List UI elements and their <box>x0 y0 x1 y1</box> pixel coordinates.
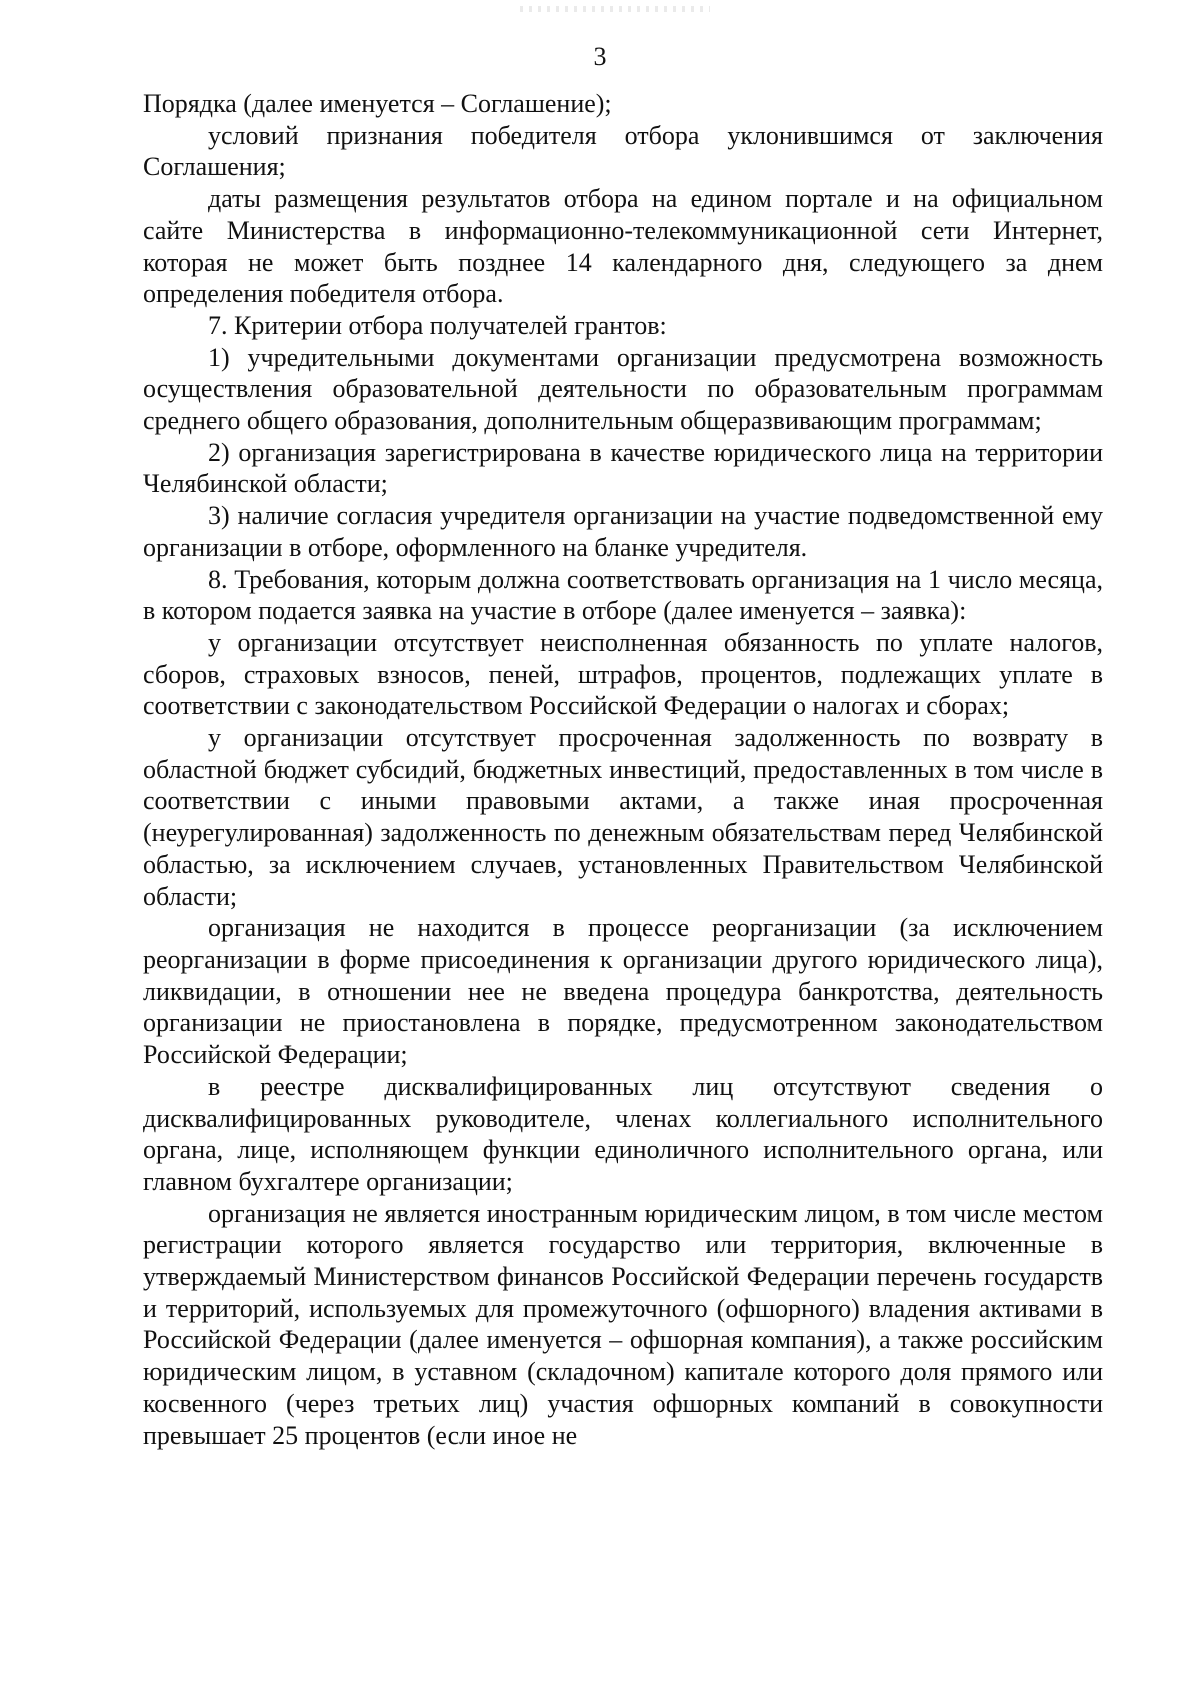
section-heading: 7. Критерии отбора получателей грантов: <box>208 310 667 340</box>
page-number: 3 <box>593 42 607 71</box>
paragraph: у организации отсутствует неисполненная обязанность по уплате налогов, сборов, страховых взносов, пеней, штрафов, процентов, подлежащих уплате в соответствии с законодательством Российской Федерации о налогах и сборах; <box>143 627 1103 721</box>
paragraph: организация не является иностранным юридическим лицом, в том числе местом регистрации которого является государство или территория, включенные в утверждаемый Министерством финансов Российской Федерации перечень государств и территорий, используемых для промежуточного (офшорного) владения активами в Российской Федерации (далее именуется – офшорная компания), а также российским юридическим лицом, в уставном (складочном) капитале которого доля прямого или косвенного (через третьих лиц) участия офшорных компаний в совокупности превышает 25 процентов (если иное не <box>143 1198 1103 1450</box>
paragraph: даты размещения результатов отбора на едином портале и на официальном сайте Министерства в информационно-телекоммуникационной сети Интернет, которая не может быть позднее 14 календарного дня, следующего за днем определения победителя отбора. <box>143 184 1103 309</box>
section-heading: 8. Требования, которым должна соответствовать организация на 1 число месяца, в котором подается заявка на участие в отборе (далее именуется – заявка): <box>143 564 1103 626</box>
list-item: 1) учредительными документами организации предусмотрена возможность осуществления образовательной деятельности по образовательным программам среднего общего образования, дополнительным общеразвивающим программам; <box>143 342 1103 436</box>
paragraph: Порядка (далее именуется – Соглашение); <box>143 89 612 118</box>
scan-artifact <box>520 6 710 12</box>
list-item: 3) наличие согласия учредителя организации на участие подведомственной ему организации в отборе, оформленного на бланке учредителя. <box>143 501 1103 562</box>
paragraph: организация не находится в процессе реорганизации (за исключением реорганизации в форме присоединения к организации другого юридического лица), ликвидации, в отношении нее не введена процедура банкротства, деятельность организации не приостановлена в порядке, предусмотренном законодательством Российской Федерации; <box>143 913 1103 1070</box>
document-body <box>143 88 1103 1451</box>
list-item: 2) организация зарегистрирована в качестве юридического лица на территории Челябинской области; <box>143 437 1103 499</box>
paragraph: в реестре дисквалифицированных лиц отсутствуют сведения о дисквалифицированных руководителе, членах коллегиального исполнительного органа, лице, исполняющем функции единоличного исполнительного органа, или главном бухгалтере организации; <box>143 1071 1103 1196</box>
paragraph: условий признания победителя отбора уклонившимся от заключения Соглашения; <box>143 120 1103 182</box>
paragraph: у организации отсутствует просроченная задолженность по возврату в областной бюджет субсидий, бюджетных инвестиций, предоставленных в том числе в соответствии с иными правовыми актами, а также иная просроченная (неурегулированная) задолженность по денежным обязательствам перед Челябинской областью, за исключением случаев, установленных Правительством Челябинской области; <box>143 723 1103 911</box>
